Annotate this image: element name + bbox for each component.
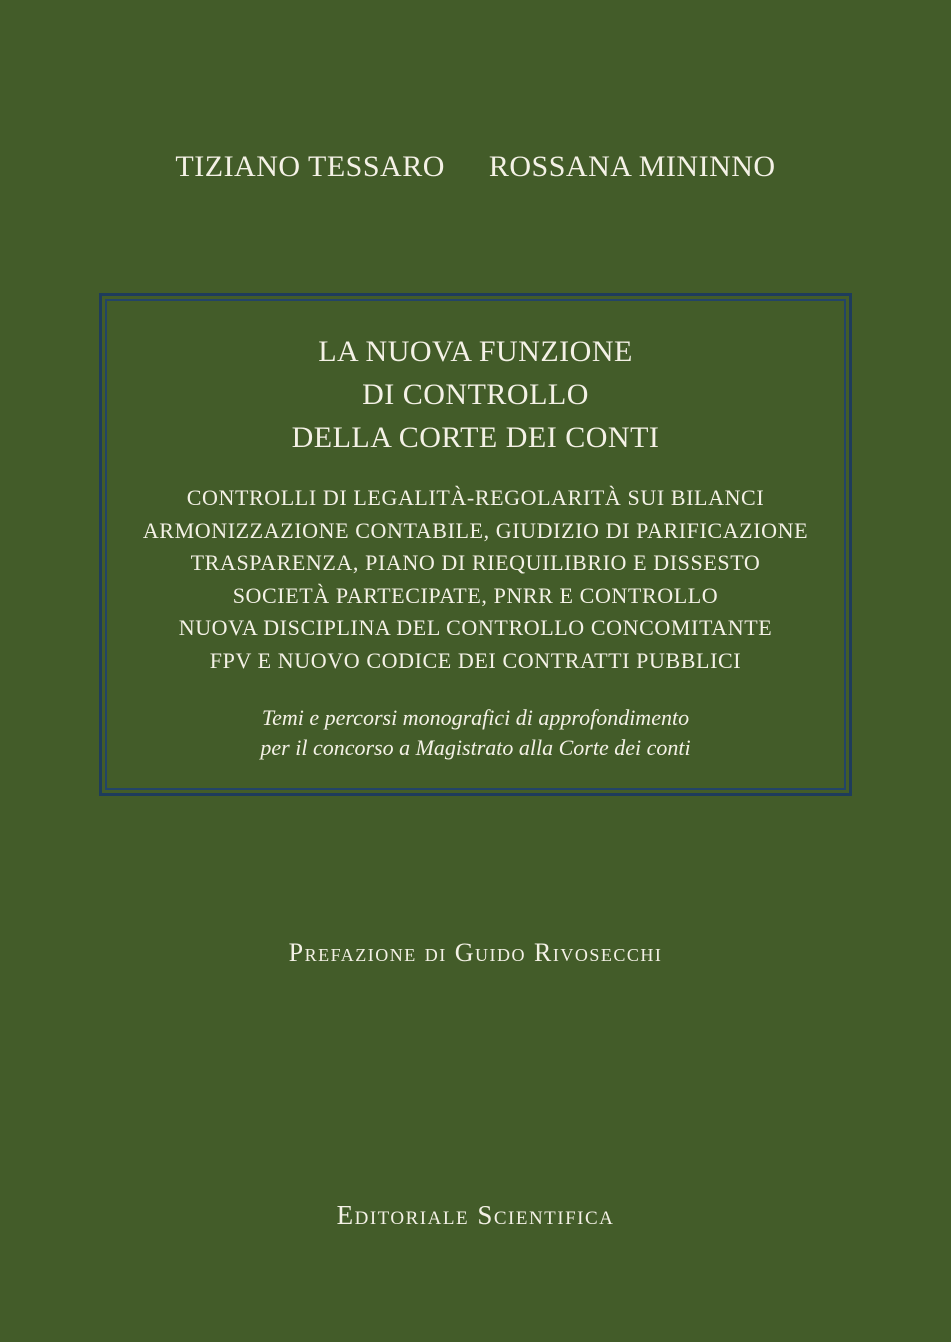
topic-line: TRASPARENZA, PIANO DI RIEQUILIBRIO E DISSESTO <box>190 550 761 575</box>
topics-list <box>0 482 951 677</box>
subtitle <box>0 703 951 763</box>
topic-line: SOCIETÀ PARTECIPATE, PNRR E CONTROLLO <box>232 582 719 608</box>
topic-line: CONTROLLI DI LEGALITÀ-REGOLARITÀ SUI BILANCI <box>186 485 765 510</box>
preface-credit: Prefazione di Guido Rivosecchi <box>288 938 663 967</box>
topic-line: FPV E NUOVO CODICE DEI CONTRATTI PUBBLICI <box>209 647 742 673</box>
title-line: LA NUOVA FUNZIONE <box>318 335 633 368</box>
publisher-name: Editoriale Scientifica <box>336 1200 615 1230</box>
author-name: ROSSANA MININNO <box>488 150 776 183</box>
subtitle-line: per il concorso a Magistrato alla Corte dei conti <box>260 735 691 760</box>
subtitle-line: Temi e percorsi monografici di approfondimento <box>261 705 690 730</box>
topic-line: NUOVA DISCIPLINA DEL CONTROLLO CONCOMITANTE <box>178 615 773 640</box>
title-line: DI CONTROLLO <box>362 378 589 411</box>
authors <box>0 150 951 184</box>
title-line: DELLA CORTE DEI CONTI <box>291 421 660 454</box>
book-title <box>0 330 951 459</box>
author-name: TIZIANO TESSARO <box>175 150 445 183</box>
topic-line: ARMONIZZAZIONE CONTABILE, GIUDIZIO DI PARIFICAZIONE <box>142 517 809 543</box>
